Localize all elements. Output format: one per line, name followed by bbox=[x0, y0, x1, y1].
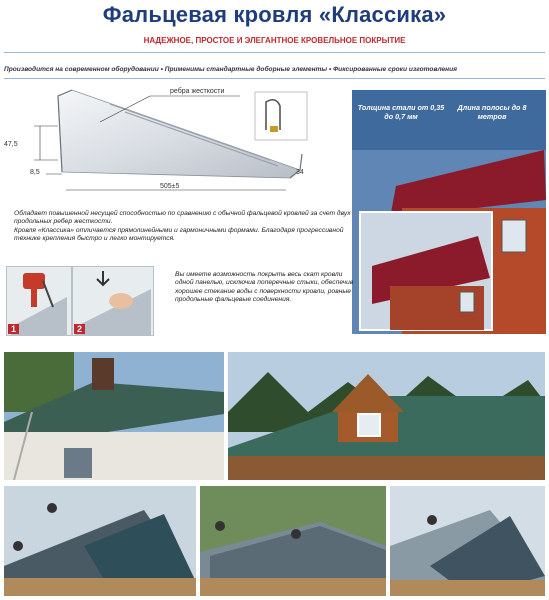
spec-length: Длина полосы до 8 метров bbox=[457, 103, 527, 121]
house-wall bbox=[4, 432, 224, 480]
dormer-illustration bbox=[228, 352, 545, 480]
arrow-down-icon bbox=[97, 271, 109, 285]
specs-overlay bbox=[352, 101, 548, 149]
seam-detail-inset bbox=[255, 92, 307, 140]
photo-installation-3 bbox=[390, 486, 545, 596]
step-1-badge: 1 bbox=[8, 324, 19, 334]
house-wall bbox=[228, 456, 545, 480]
installation-illustration bbox=[4, 486, 196, 596]
dim-side-label: 34 bbox=[296, 169, 304, 176]
spec-thickness: Толщина стали от 0,35 до 0,7 мм bbox=[357, 103, 445, 121]
photo-installation-2 bbox=[200, 486, 386, 596]
dim-width-label: 505±5 bbox=[160, 183, 180, 190]
worker bbox=[291, 529, 301, 539]
ribs-label: ребра жесткости bbox=[170, 88, 225, 95]
dim-height-label: 47,5 bbox=[4, 141, 18, 148]
step-2-badge: 2 bbox=[74, 324, 85, 334]
description-line: Обладает повышенной несущей способностью по сравнению с обычной фальцевой кровлей за счет двух продольных ребер жесткости. bbox=[14, 210, 351, 226]
step-1-image bbox=[6, 266, 72, 336]
divider bbox=[4, 52, 545, 53]
dim-seam-label: 8,5 bbox=[30, 169, 40, 176]
installation-illustration bbox=[390, 486, 545, 596]
worker bbox=[427, 515, 437, 525]
worker bbox=[13, 541, 23, 551]
photo-green-roof-dormer bbox=[228, 352, 545, 480]
photo-green-roof-house bbox=[4, 352, 224, 480]
step-2-image bbox=[72, 266, 154, 336]
chimney bbox=[92, 358, 114, 390]
drill-icon bbox=[23, 273, 45, 289]
advantages-text: Вы имеете возможность покрыть весь скат кровли одной панелью, исключив поперечные стыки, обеспечив хорошее стекание воды с поверхности кровли, ровные продольные фальцевые соединения. bbox=[175, 271, 354, 304]
page-subtitle: НАДЕЖНОЕ, ПРОСТОЕ И ЭЛЕГАНТНОЕ КРОВЕЛЬНОЕ ПОКРЫТИЕ bbox=[143, 36, 406, 45]
features-bar: Производится на современном оборудовании • Применимы стандартные доборные элементы • Фиксированные сроки изготовления bbox=[4, 66, 458, 73]
description bbox=[14, 210, 359, 244]
window bbox=[502, 220, 526, 252]
green-roof-illustration bbox=[4, 352, 224, 480]
divider bbox=[4, 78, 545, 79]
description-line: Кровля «Классика» отличается прямолинейными и гармоничными формами. Благодаря прогрессивной технике крепления быстро и легко монтируется. bbox=[14, 226, 344, 243]
window bbox=[64, 448, 92, 478]
hand-icon bbox=[109, 293, 133, 309]
worker bbox=[47, 503, 57, 513]
worker bbox=[215, 521, 225, 531]
photo-installation-1 bbox=[4, 486, 196, 596]
page-title: Фальцевая кровля «Классика» bbox=[102, 2, 447, 27]
clamp-detail bbox=[270, 126, 278, 132]
window bbox=[358, 414, 380, 436]
window bbox=[460, 292, 474, 312]
installation-illustration bbox=[200, 486, 386, 596]
profile-diagram bbox=[0, 82, 350, 208]
